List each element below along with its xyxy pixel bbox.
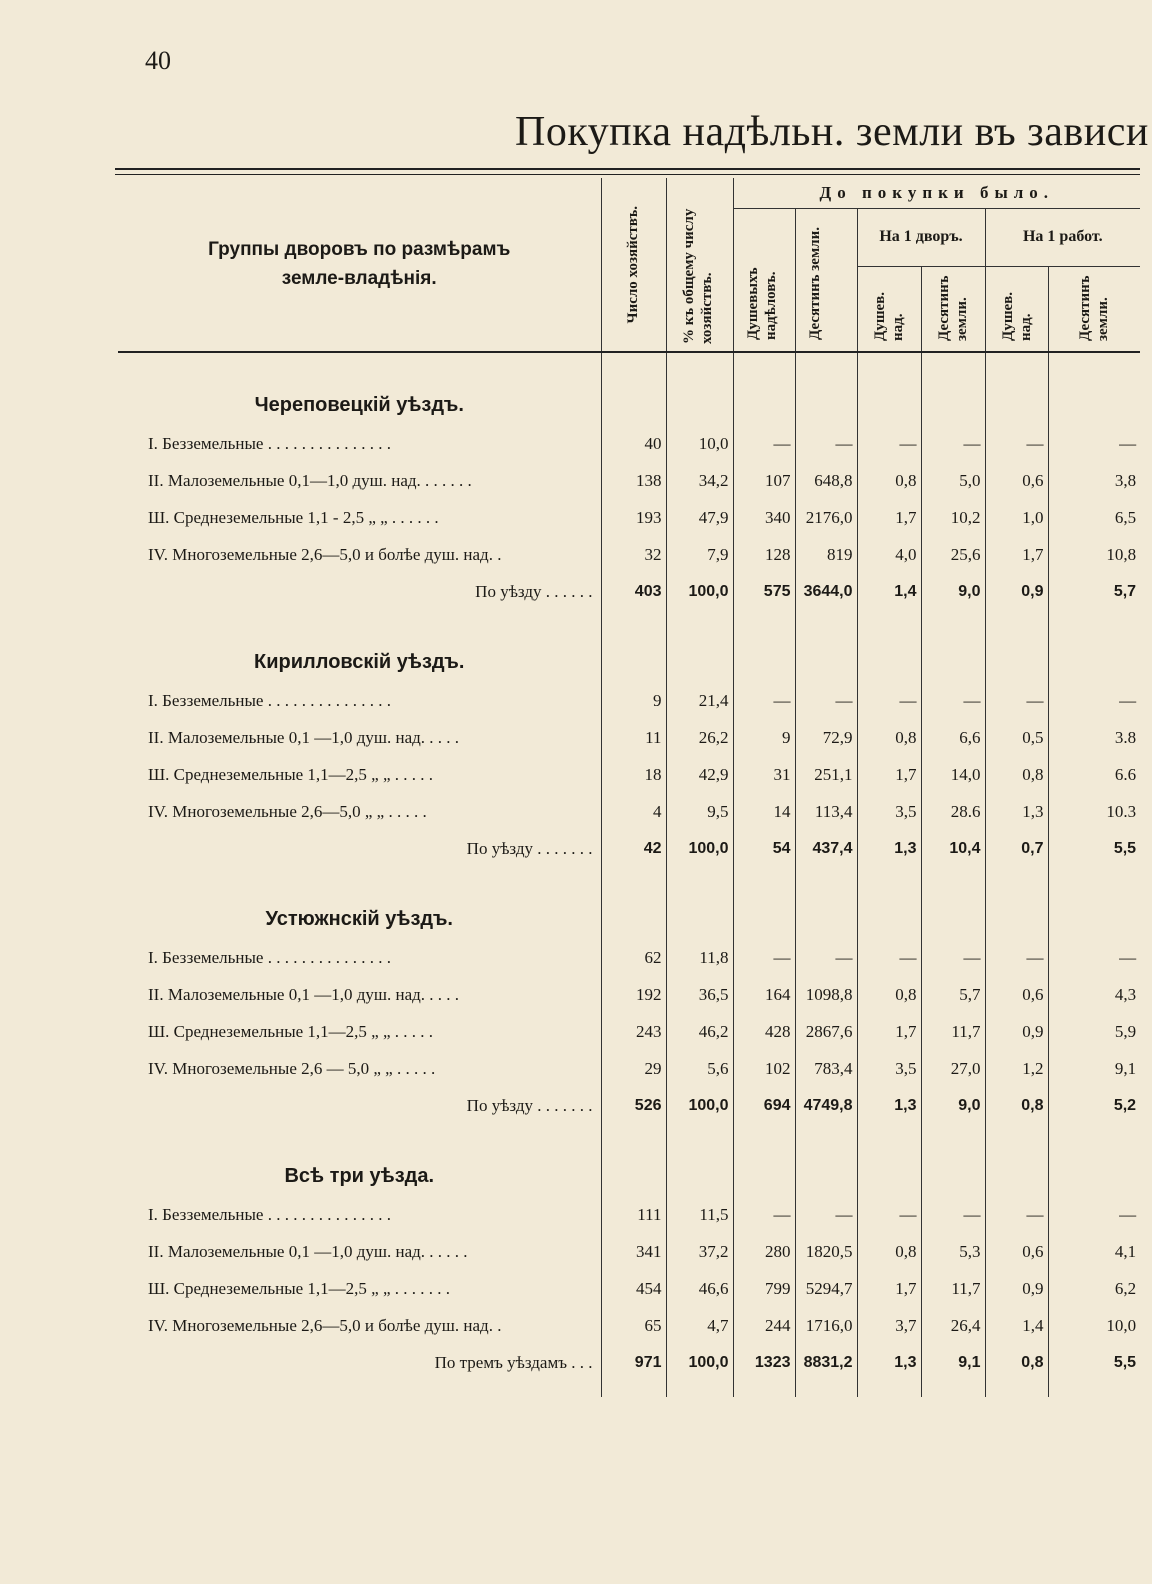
- table-cell: 9,0: [921, 1087, 985, 1124]
- table-cell: 437,4: [795, 830, 857, 867]
- row-label: I. Безземельные . . . . . . . . . . . . . . .: [118, 1196, 601, 1233]
- table-cell: 280: [733, 1233, 795, 1270]
- row-label: По тремъ уѣздамъ . . .: [118, 1344, 601, 1381]
- table-row: [118, 719, 1140, 756]
- table-cell: 9,1: [921, 1344, 985, 1381]
- table-cell: 100,0: [666, 1344, 733, 1381]
- table-cell: 0,8: [985, 1344, 1048, 1381]
- table-cell: 0,5: [985, 719, 1048, 756]
- table-cell: 403: [601, 573, 666, 610]
- table-cell: 10,0: [1106, 1315, 1137, 1335]
- table-row: [118, 1270, 1140, 1307]
- table-cell: 251,1: [795, 756, 857, 793]
- table-cell: 42: [601, 830, 666, 867]
- table-cell: 28.6: [921, 793, 985, 830]
- table-cell: —: [733, 425, 795, 462]
- table-cell: 1,3: [985, 793, 1048, 830]
- table-cell: 2176,0: [795, 499, 857, 536]
- table-cell: 526: [601, 1087, 666, 1124]
- table-cell: 5,5: [1113, 1353, 1137, 1371]
- table-cell: 0,6: [985, 1233, 1048, 1270]
- table-cell: 3,8: [1114, 470, 1137, 490]
- table-cell: 1,3: [857, 1087, 921, 1124]
- row-label: II. Малоземельные 0,1 —1,0 душ. над. . . . . .: [118, 1233, 601, 1270]
- table-cell: 100,0: [666, 1087, 733, 1124]
- table-cell: 0,8: [857, 719, 921, 756]
- table-cell: —: [985, 425, 1048, 462]
- row-label: II. Малоземельные 0,1—1,0 душ. над. . . . . . .: [118, 462, 601, 499]
- header-groups: Группы дворовъ по размѣрамъ земле-владѣнія.: [118, 178, 601, 352]
- table-cell: —: [795, 425, 857, 462]
- table-cell: 244: [733, 1307, 795, 1344]
- table-cell: 1,7: [857, 1270, 921, 1307]
- total-row: [118, 830, 1140, 867]
- table-cell: 3,7: [857, 1307, 921, 1344]
- table-cell: 100,0: [666, 830, 733, 867]
- top-rule: [115, 168, 1140, 170]
- table-cell: 54: [733, 830, 795, 867]
- table-cell: 193: [601, 499, 666, 536]
- table-cell: —: [921, 425, 985, 462]
- table-cell: 1,4: [985, 1307, 1048, 1344]
- table-cell: —: [921, 939, 985, 976]
- table-cell: 1,4: [857, 573, 921, 610]
- table-cell: 11,5: [666, 1196, 733, 1233]
- table-cell: 3,5: [857, 1050, 921, 1087]
- table-cell: 6,6: [921, 719, 985, 756]
- table-row: [118, 499, 1140, 536]
- table-cell: 2867,6: [795, 1013, 857, 1050]
- table-cell: 36,5: [666, 976, 733, 1013]
- header-dvor-dush: Душев. над.: [857, 266, 921, 352]
- table-cell: 11,7: [921, 1270, 985, 1307]
- table-cell: 5,9: [1114, 1021, 1137, 1041]
- table-cell: 1,2: [985, 1050, 1048, 1087]
- table-cell: 192: [601, 976, 666, 1013]
- table-cell: 9,1: [1114, 1058, 1137, 1078]
- table-cell: 1820,5: [795, 1233, 857, 1270]
- total-row: [118, 573, 1140, 610]
- district-header-row: [118, 352, 1140, 425]
- table-cell: 1,3: [857, 1344, 921, 1381]
- row-label: Ш. Среднеземельные 1,1 - 2,5 „ „ . . . . . .: [118, 499, 601, 536]
- table-cell: 0,8: [857, 462, 921, 499]
- table-cell: 819: [795, 536, 857, 573]
- table-cell: 4,1: [1114, 1241, 1137, 1261]
- table-cell: 18: [601, 756, 666, 793]
- table-cell: 11: [601, 719, 666, 756]
- table-cell: 5,3: [921, 1233, 985, 1270]
- table-cell: —: [733, 939, 795, 976]
- table-row: [118, 1307, 1140, 1344]
- table-cell: 7,9: [666, 536, 733, 573]
- table-cell: 5,5: [1113, 839, 1137, 857]
- table-cell: 0,7: [985, 830, 1048, 867]
- table-cell: 5,7: [1113, 582, 1137, 600]
- table-cell: 0,9: [985, 1270, 1048, 1307]
- table-cell: 8831,2: [795, 1344, 857, 1381]
- table-cell: —: [795, 939, 857, 976]
- table-row: [118, 756, 1140, 793]
- table-cell: 0,6: [985, 462, 1048, 499]
- table-row: [118, 939, 1140, 976]
- table-cell: 14,0: [921, 756, 985, 793]
- table-cell: 3,5: [857, 793, 921, 830]
- table-cell: 1,7: [857, 499, 921, 536]
- district-name: Устюжнскій уѣздъ.: [118, 867, 601, 939]
- row-label: Ш. Среднеземельные 1,1—2,5 „ „ . . . . . . .: [118, 1270, 601, 1307]
- table-row: [118, 1196, 1140, 1233]
- table-cell: —: [857, 682, 921, 719]
- table-cell: 783,4: [795, 1050, 857, 1087]
- table-cell: 971: [601, 1344, 666, 1381]
- table-cell: 9,0: [921, 573, 985, 610]
- table-cell: 113,4: [795, 793, 857, 830]
- table-cell: 42,9: [666, 756, 733, 793]
- table-cell: 21,4: [666, 682, 733, 719]
- table-cell: 11,7: [921, 1013, 985, 1050]
- table-cell: 25,6: [921, 536, 985, 573]
- row-label: По уѣзду . . . . . .: [118, 573, 601, 610]
- table-cell: —: [985, 939, 1048, 976]
- district-header-row: [118, 867, 1140, 939]
- table-cell: —: [1119, 433, 1137, 453]
- table-cell: 1,3: [857, 830, 921, 867]
- table-cell: 72,9: [795, 719, 857, 756]
- table-cell: 11,8: [666, 939, 733, 976]
- table-cell: 1,7: [857, 756, 921, 793]
- table-cell: 648,8: [795, 462, 857, 499]
- table-cell: 575: [733, 573, 795, 610]
- table-cell: —: [1119, 1204, 1137, 1224]
- table-cell: 799: [733, 1270, 795, 1307]
- table-cell: —: [733, 682, 795, 719]
- row-label: Ш. Среднеземельные 1,1—2,5 „ „ . . . . .: [118, 1013, 601, 1050]
- table-cell: 0,9: [985, 1013, 1048, 1050]
- table-cell: —: [1119, 690, 1137, 710]
- table-cell: 4749,8: [795, 1087, 857, 1124]
- table-cell: 40: [601, 425, 666, 462]
- district-name: Кирилловскій уѣздъ.: [118, 610, 601, 682]
- table-row: [118, 462, 1140, 499]
- table-cell: —: [795, 1196, 857, 1233]
- table-cell: 14: [733, 793, 795, 830]
- page-title: Покупка надѣльн. земли въ зависи: [515, 109, 1149, 155]
- table-cell: 3.8: [1114, 727, 1137, 747]
- table-cell: —: [985, 1196, 1048, 1233]
- table-cell: 1,7: [985, 536, 1048, 573]
- table-cell: 3644,0: [795, 573, 857, 610]
- data-table: [118, 178, 1140, 1397]
- table-cell: 10,0: [666, 425, 733, 462]
- header-des-zemli: Десятинъ земли.: [795, 208, 857, 352]
- table-cell: —: [857, 425, 921, 462]
- table-cell: —: [857, 1196, 921, 1233]
- table-cell: 5294,7: [795, 1270, 857, 1307]
- table-cell: 138: [601, 462, 666, 499]
- table-cell: 1098,8: [795, 976, 857, 1013]
- table-cell: 4,3: [1114, 984, 1137, 1004]
- table-cell: 9,5: [666, 793, 733, 830]
- table-cell: —: [857, 939, 921, 976]
- table-row: [118, 1013, 1140, 1050]
- header-dush-nadelov: Душевыхъ надѣловъ.: [733, 208, 795, 352]
- table-row: [118, 1050, 1140, 1087]
- table-cell: 243: [601, 1013, 666, 1050]
- table-row: [118, 793, 1140, 830]
- table-cell: 428: [733, 1013, 795, 1050]
- row-label: По уѣзду . . . . . . .: [118, 1087, 601, 1124]
- district-header-row: [118, 1124, 1140, 1196]
- table-cell: 46,2: [666, 1013, 733, 1050]
- table-cell: 107: [733, 462, 795, 499]
- table-cell: 0,8: [857, 1233, 921, 1270]
- table-cell: 27,0: [921, 1050, 985, 1087]
- table-cell: 6,2: [1114, 1278, 1137, 1298]
- table-cell: 32: [601, 536, 666, 573]
- table-cell: 46,6: [666, 1270, 733, 1307]
- table-cell: 1,0: [985, 499, 1048, 536]
- table-row: [118, 425, 1140, 462]
- table-row: [118, 976, 1140, 1013]
- header-pct-households: % къ общему числу хозяйствъ.: [666, 178, 733, 352]
- table-cell: 5,6: [666, 1050, 733, 1087]
- row-label: По уѣзду . . . . . . .: [118, 830, 601, 867]
- district-name: Всѣ три уѣзда.: [118, 1124, 601, 1196]
- header-rab-des: Десятинъ земли.: [1048, 266, 1140, 352]
- table-cell: 454: [601, 1270, 666, 1307]
- header-dvor-des: Десятинъ земли.: [921, 266, 985, 352]
- table-cell: 0,9: [985, 573, 1048, 610]
- district-name: Череповецкій уѣздъ.: [118, 352, 601, 425]
- table-cell: 0,8: [985, 1087, 1048, 1124]
- row-label: IV. Многоземельные 2,6 — 5,0 „ „ . . . . .: [118, 1050, 601, 1087]
- table-cell: 128: [733, 536, 795, 573]
- row-label: II. Малоземельные 0,1 —1,0 душ. над. . . . .: [118, 976, 601, 1013]
- header-rab-dush: Душев. над.: [985, 266, 1048, 352]
- table-cell: 62: [601, 939, 666, 976]
- table-cell: —: [733, 1196, 795, 1233]
- row-label: I. Безземельные . . . . . . . . . . . . . . .: [118, 425, 601, 462]
- table-cell: 0,8: [985, 756, 1048, 793]
- header-before-purchase: До покупки было.: [733, 178, 1140, 208]
- table-cell: —: [921, 1196, 985, 1233]
- table-cell: 9: [733, 719, 795, 756]
- table-cell: 9: [601, 682, 666, 719]
- table-cell: 6,5: [1114, 507, 1137, 527]
- table-cell: 340: [733, 499, 795, 536]
- table-cell: 29: [601, 1050, 666, 1087]
- table-row: [118, 536, 1140, 573]
- total-row: [118, 1344, 1140, 1381]
- table-cell: 37,2: [666, 1233, 733, 1270]
- table-cell: 111: [601, 1196, 666, 1233]
- row-label: IV. Многоземельные 2,6—5,0 и болѣе душ. над. .: [118, 536, 601, 573]
- row-label: I. Безземельные . . . . . . . . . . . . . . .: [118, 939, 601, 976]
- table-cell: 26,4: [921, 1307, 985, 1344]
- table-cell: 0,6: [985, 976, 1048, 1013]
- table-cell: 4,7: [666, 1307, 733, 1344]
- table-cell: 164: [733, 976, 795, 1013]
- table-cell: 10,4: [921, 830, 985, 867]
- table-cell: —: [1119, 947, 1137, 967]
- header-per-rabot: На 1 работ.: [985, 208, 1140, 266]
- table-cell: 4,0: [857, 536, 921, 573]
- row-label: Ш. Среднеземельные 1,1—2,5 „ „ . . . . .: [118, 756, 601, 793]
- table-cell: 65: [601, 1307, 666, 1344]
- table-cell: 694: [733, 1087, 795, 1124]
- table-cell: 0,8: [857, 976, 921, 1013]
- table-row: [118, 682, 1140, 719]
- table-cell: 100,0: [666, 573, 733, 610]
- table-cell: 31: [733, 756, 795, 793]
- table-cell: 5,2: [1113, 1096, 1137, 1114]
- table-cell: 102: [733, 1050, 795, 1087]
- table-cell: 1323: [733, 1344, 795, 1381]
- table-row: [118, 1233, 1140, 1270]
- page-number: 40: [145, 46, 171, 75]
- table-cell: 47,9: [666, 499, 733, 536]
- table-cell: 6.6: [1114, 764, 1137, 784]
- table-cell: 341: [601, 1233, 666, 1270]
- district-header-row: [118, 610, 1140, 682]
- table-cell: —: [921, 682, 985, 719]
- table-cell: 5,0: [921, 462, 985, 499]
- header-per-dvor: На 1 дворъ.: [857, 208, 985, 266]
- table-cell: —: [985, 682, 1048, 719]
- row-label: I. Безземельные . . . . . . . . . . . . . . .: [118, 682, 601, 719]
- total-row: [118, 1087, 1140, 1124]
- table-body: [118, 352, 1140, 1397]
- table-cell: 1,7: [857, 1013, 921, 1050]
- row-label: IV. Многоземельные 2,6—5,0 „ „ . . . . .: [118, 793, 601, 830]
- table-cell: 4: [601, 793, 666, 830]
- row-label: II. Малоземельные 0,1 —1,0 душ. над. . . . .: [118, 719, 601, 756]
- table-cell: 34,2: [666, 462, 733, 499]
- top-rule-thin: [115, 174, 1140, 175]
- table-cell: 26,2: [666, 719, 733, 756]
- table-cell: 10,2: [921, 499, 985, 536]
- table-cell: 1716,0: [795, 1307, 857, 1344]
- header-num-households: Число хозяйствъ.: [601, 178, 666, 352]
- row-label: IV. Многоземельные 2,6—5,0 и болѣе душ. над. .: [118, 1307, 601, 1344]
- table-cell: 5,7: [921, 976, 985, 1013]
- table-cell: —: [795, 682, 857, 719]
- table-cell: 10.3: [1106, 801, 1137, 821]
- table-cell: 10,8: [1106, 544, 1137, 564]
